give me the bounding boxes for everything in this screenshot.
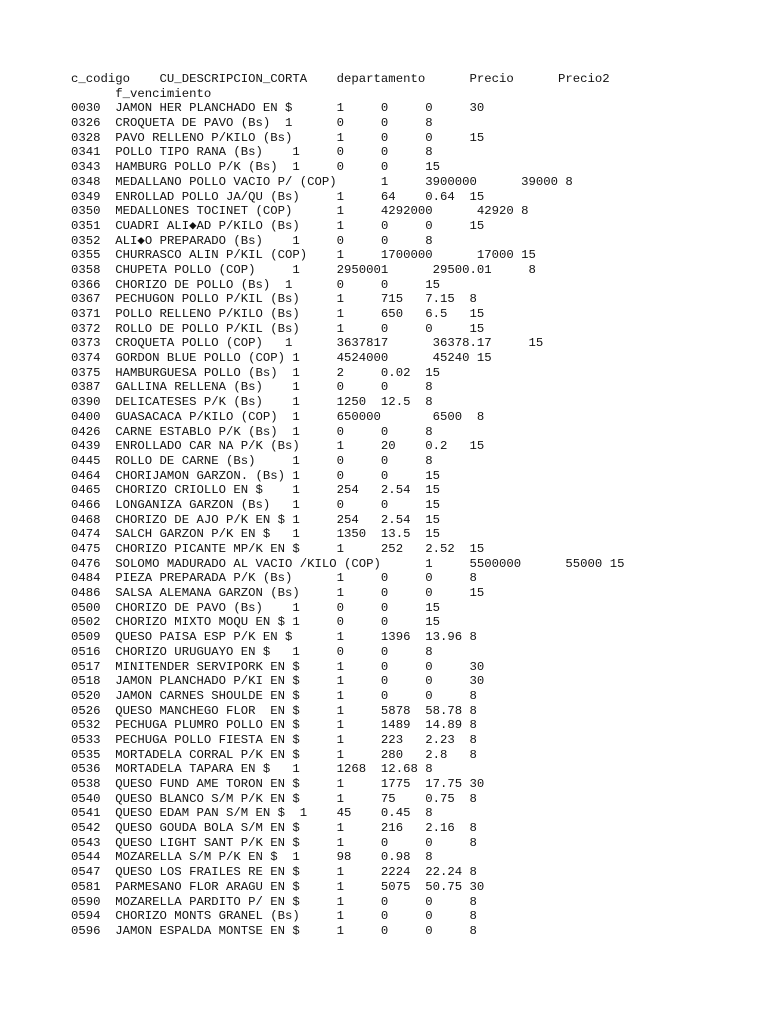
record-line: 0535 MORTADELA CORRAL P/K EN $ 1 280 2.8 8 xyxy=(71,747,477,762)
document-text xyxy=(71,72,624,939)
record-line: 0387 GALLINA RELLENA (Bs) 1 0 0 8 xyxy=(71,380,433,395)
record-line: 0367 PECHUGON POLLO P/KIL (Bs) 1 715 7.15 8 xyxy=(71,292,477,307)
record-line: 0390 DELICATESES P/K (Bs) 1 1250 12.5 8 xyxy=(71,395,433,410)
record-line: 0581 PARMESANO FLOR ARAGU EN $ 1 5075 50.75 30 xyxy=(71,879,485,894)
record-line: 0474 SALCH GARZON P/K EN $ 1 1350 13.5 15 xyxy=(71,527,440,542)
record-line: 0400 GUASACACA P/KILO (COP) 1 650000 6500 8 xyxy=(71,409,485,424)
record-line: 0355 CHURRASCO ALIN P/KIL (COP) 1 1700000 17000 15 xyxy=(71,248,536,263)
record-line: 0464 CHORIJAMON GARZON. (Bs) 1 0 0 15 xyxy=(71,468,440,483)
record-line: 0526 QUESO MANCHEGO FLOR EN $ 1 5878 58.78 8 xyxy=(71,703,477,718)
record-line: 0349 ENROLLAD POLLO JA/QU (Bs) 1 64 0.64 15 xyxy=(71,189,485,204)
record-line: 0509 QUESO PAISA ESP P/K EN $ 1 1396 13.96 8 xyxy=(71,630,477,645)
record-line: 0375 HAMBURGUESA POLLO (Bs) 1 2 0.02 15 xyxy=(71,365,440,380)
record-line: 0326 CROQUETA DE PAVO (Bs) 1 0 0 8 xyxy=(71,116,433,131)
record-line: 0532 PECHUGA PLUMRO POLLO EN $ 1 1489 14.89 8 xyxy=(71,718,477,733)
record-line: 0030 JAMON HER PLANCHADO EN $ 1 0 0 30 xyxy=(71,101,485,116)
record-line: 0590 MOZARELLA PARDITO P/ EN $ 1 0 0 8 xyxy=(71,894,477,909)
record-line: 0466 LONGANIZA GARZON (Bs) 1 0 0 15 xyxy=(71,497,440,512)
record-line: 0341 POLLO TIPO RANA (Bs) 1 0 0 8 xyxy=(71,145,433,160)
record-line: 0372 ROLLO DE POLLO P/KIL (Bs) 1 0 0 15 xyxy=(71,321,485,336)
record-line: 0366 CHORIZO DE POLLO (Bs) 1 0 0 15 xyxy=(71,277,440,292)
record-line: 0343 HAMBURG POLLO P/K (Bs) 1 0 0 15 xyxy=(71,160,440,175)
record-line: 0468 CHORIZO DE AJO P/K EN $ 1 254 2.54 15 xyxy=(71,512,440,527)
record-line: 0465 CHORIZO CRIOLLO EN $ 1 254 2.54 15 xyxy=(71,483,440,498)
record-line: 0541 QUESO EDAM PAN S/M EN $ 1 45 0.45 8 xyxy=(71,806,433,821)
record-line: 0538 QUESO FUND AME TORON EN $ 1 1775 17.75 30 xyxy=(71,777,485,791)
record-line: 0486 SALSA ALEMANA GARZON (Bs) 1 0 0 15 xyxy=(71,586,485,601)
header-line-continued: f_vencimiento xyxy=(71,86,212,101)
record-line: 0502 CHORIZO MIXTO MOQU EN $ 1 0 0 15 xyxy=(71,615,440,630)
record-line: 0426 CARNE ESTABLO P/K (Bs) 1 0 0 8 xyxy=(71,424,433,439)
record-line: 0445 ROLLO DE CARNE (Bs) 1 0 0 8 xyxy=(71,453,433,468)
record-line: 0542 QUESO GOUDA BOLA S/M EN $ 1 216 2.16 8 xyxy=(71,821,477,836)
record-line: 0350 MEDALLONES TOCINET (COP) 1 4292000 42920 8 xyxy=(71,204,529,219)
record-line: 0533 PECHUGA POLLO FIESTA EN $ 1 223 2.23 8 xyxy=(71,732,477,747)
record-line: 0374 GORDON BLUE POLLO (COP) 1 4524000 45240 15 xyxy=(71,351,492,366)
record-line: 0328 PAVO RELLENO P/KILO (Bs) 1 0 0 15 xyxy=(71,130,485,145)
record-line: 0596 JAMON ESPALDA MONTSE EN $ 1 0 0 8 xyxy=(71,923,477,938)
record-line: 0439 ENROLLADO CAR NA P/K (Bs) 1 20 0.2 15 xyxy=(71,439,485,454)
record-line: 0348 MEDALLANO POLLO VACIO P/ (COP) 1 3900000 39000 8 xyxy=(71,174,573,189)
record-line: 0475 CHORIZO PICANTE MP/K EN $ 1 252 2.52 15 xyxy=(71,542,485,556)
header-line: c_codigo CU_DESCRIPCION_CORTA departamento Precio Precio2 xyxy=(71,72,610,86)
record-line: 0358 CHUPETA POLLO (COP) 1 2950001 29500.01 8 xyxy=(71,262,536,277)
record-line: 0547 QUESO LOS FRAILES RE EN $ 1 2224 22.24 8 xyxy=(71,865,477,880)
record-line: 0544 MOZARELLA S/M P/K EN $ 1 98 0.98 8 xyxy=(71,850,433,865)
record-line: 0371 POLLO RELLENO P/KILO (Bs) 1 650 6.5 15 xyxy=(71,307,485,321)
record-line: 0500 CHORIZO DE PAVO (Bs) 1 0 0 15 xyxy=(71,600,440,615)
record-line: 0476 SOLOMO MADURADO AL VACIO /KILO (COP) 1 5500000 55000 15 xyxy=(71,556,625,571)
record-line: 0517 MINITENDER SERVIPORK EN $ 1 0 0 30 xyxy=(71,659,485,674)
record-line: 0543 QUESO LIGHT SANT P/K EN $ 1 0 0 8 xyxy=(71,835,477,850)
record-line: 0536 MORTADELA TAPARA EN $ 1 1268 12.68 8 xyxy=(71,762,433,777)
record-line: 0373 CROQUETA POLLO (COP) 1 3637817 36378.17 15 xyxy=(71,336,544,351)
record-line: 0484 PIEZA PREPARADA P/K (Bs) 1 0 0 8 xyxy=(71,571,477,586)
record-line: 0352 ALI◆O PREPARADO (Bs) 1 0 0 8 xyxy=(71,233,433,248)
record-line: 0351 CUADRI ALI◆AD P/KILO (Bs) 1 0 0 15 xyxy=(71,218,485,233)
record-line: 0520 JAMON CARNES SHOULDE EN $ 1 0 0 8 xyxy=(71,688,477,703)
record-line: 0540 QUESO BLANCO S/M P/K EN $ 1 75 0.75 8 xyxy=(71,791,477,806)
record-line: 0594 CHORIZO MONTS GRANEL (Bs) 1 0 0 8 xyxy=(71,909,477,924)
record-line: 0516 CHORIZO URUGUAYO EN $ 1 0 0 8 xyxy=(71,644,433,659)
record-line: 0518 JAMON PLANCHADO P/KI EN $ 1 0 0 30 xyxy=(71,674,485,689)
